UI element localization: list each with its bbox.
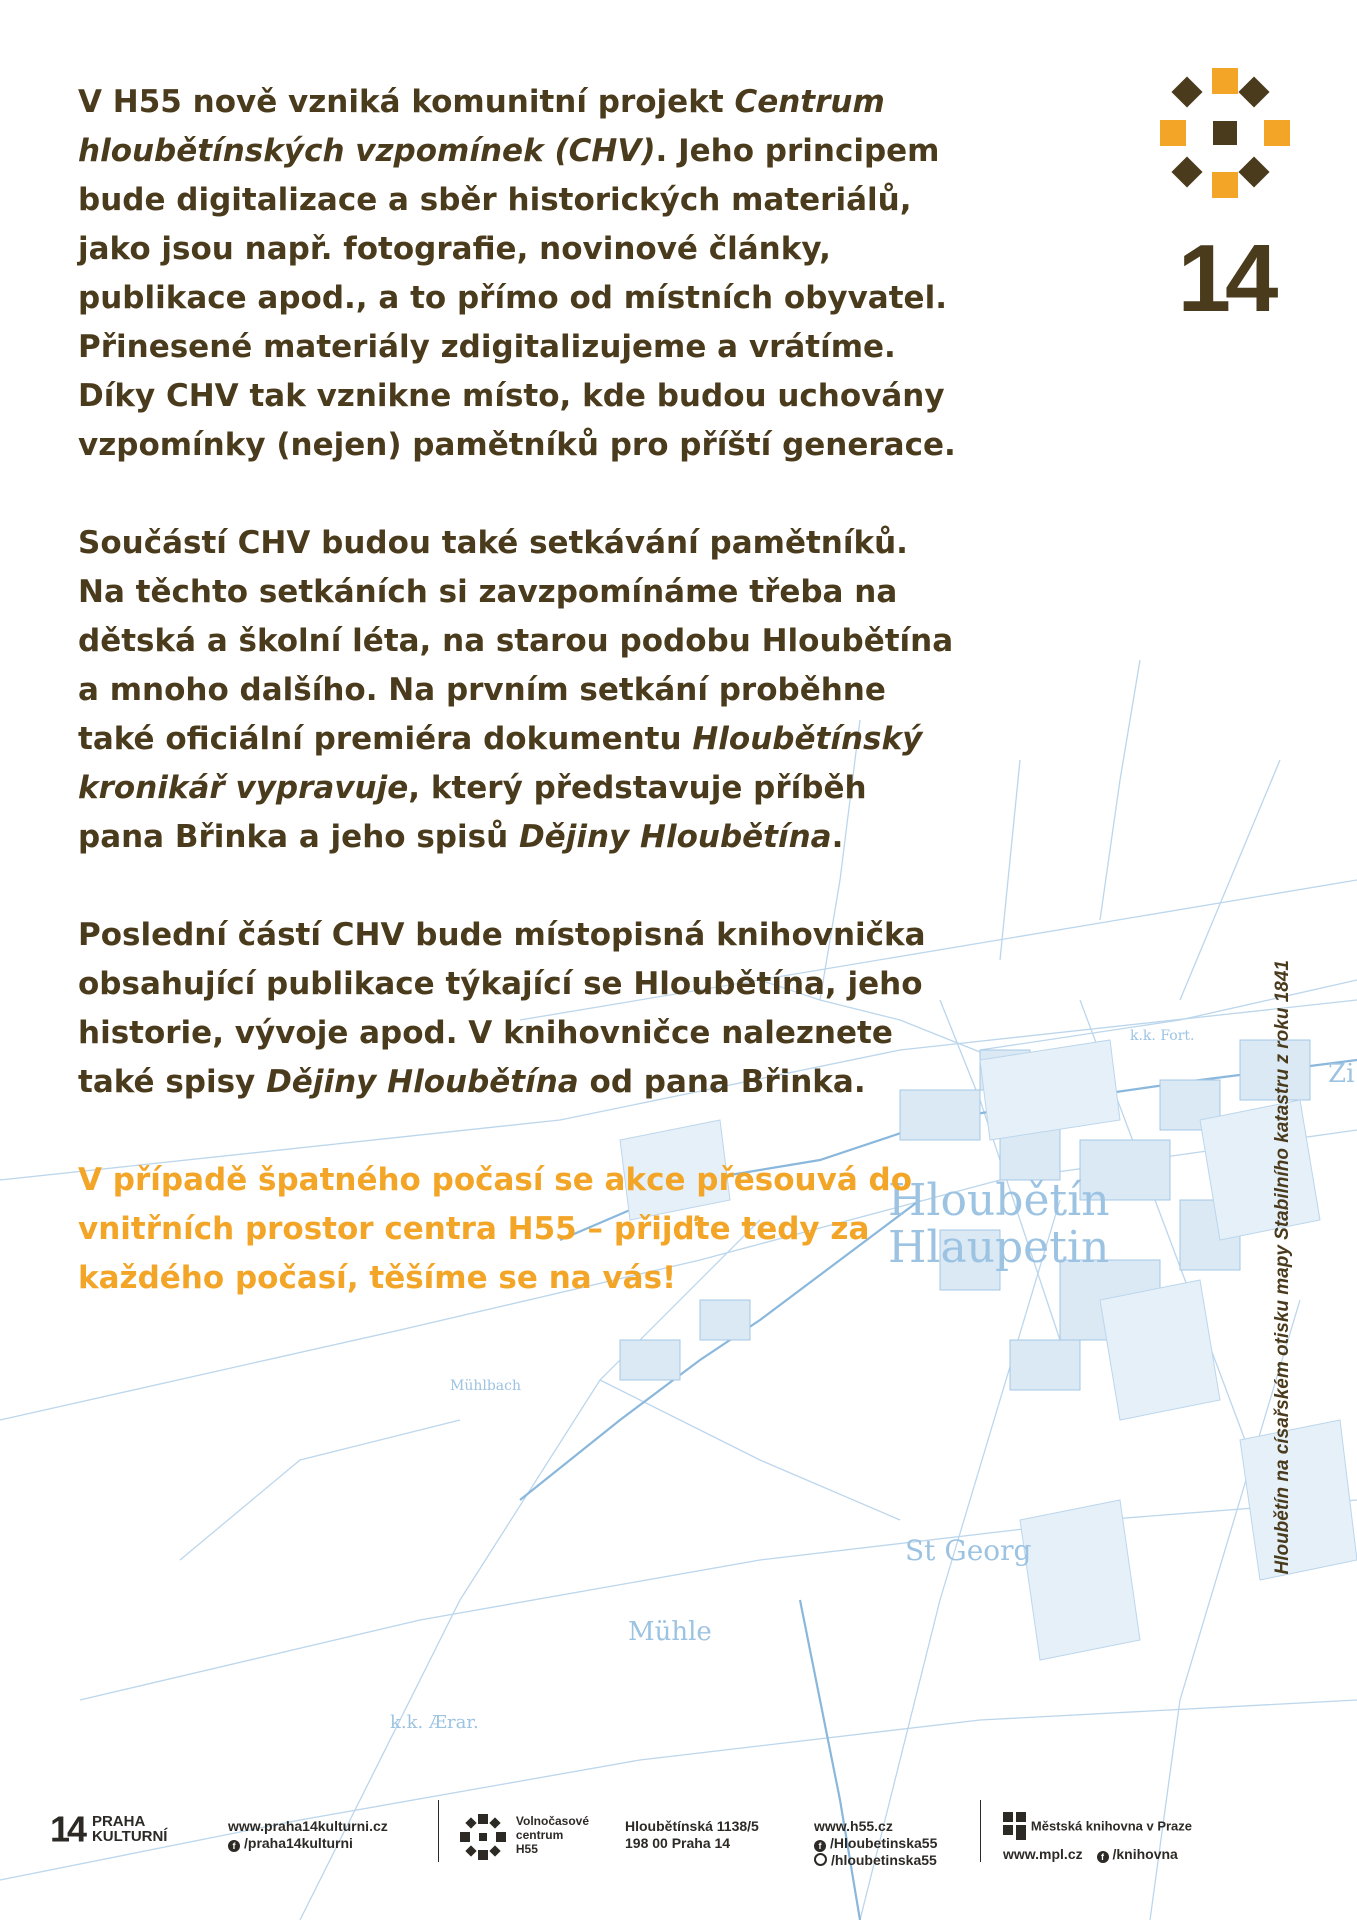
mkp-facebook-handle: /knihovna — [1112, 1846, 1178, 1862]
paragraph-1 — [78, 78, 958, 470]
h55-web-link[interactable]: www.h55.cz — [814, 1818, 893, 1834]
praha14-contacts — [228, 1818, 388, 1852]
project-name: Centrum hloubětínských vzpomínek (CHV) — [78, 84, 885, 169]
paragraph-3-text-end: od pana Břinka. — [578, 1064, 866, 1100]
book-title-2: Dějiny Hloubětína — [266, 1064, 579, 1100]
map-label-corner: Zi — [1328, 1059, 1355, 1089]
map-label-village-1: Hloubětín — [888, 1175, 1110, 1226]
logo-number: 14 — [1177, 225, 1273, 318]
footer-divider-1 — [438, 1800, 439, 1862]
facebook-icon: f — [228, 1840, 240, 1852]
facebook-icon: f — [1097, 1851, 1109, 1863]
praha14-facebook-handle: /praha14kulturni — [244, 1835, 353, 1851]
h55-instagram-handle: /hloubetinska55 — [831, 1852, 937, 1868]
h55-facebook-handle: /Hloubetinska55 — [830, 1835, 938, 1851]
praha14-logo — [1160, 68, 1290, 318]
h55-address-city: 198 00 Praha 14 — [625, 1835, 731, 1851]
mkp-web-link[interactable]: www.mpl.cz — [1003, 1846, 1083, 1862]
mkp-logo-mark — [1003, 1812, 1027, 1840]
map-label-stream: Mühlbach — [450, 1378, 522, 1394]
footer-divider-2 — [980, 1800, 981, 1862]
map-label-village-2: Hlaupetin — [888, 1222, 1110, 1273]
instagram-icon — [814, 1853, 827, 1866]
paragraph-3 — [78, 911, 958, 1107]
paragraph-2-text-end: . — [831, 819, 844, 855]
logo-mark — [1160, 68, 1290, 198]
h55-line2: centrum — [515, 1828, 564, 1842]
mkp-name: Městská knihovna v Praze — [1030, 1818, 1193, 1834]
facebook-icon: f — [814, 1840, 826, 1852]
article-body — [78, 78, 958, 1352]
paragraph-1-text-end: . Jeho principem bude digitalizace a sběr historických materiálů, jako jsou např. fotografie, novinové články, publikace apod., a to přímo od místních obyvatel. Přinesené materiály zdigitalizujeme a vrátíme. Díky CHV tak vznikne místo, kde budou uchovány vzpomínky (nejen) pamětníků pro příští generace. — [78, 133, 956, 463]
weather-notice: V případě špatného počasí se akce přesouvá do vnitřních prostor centra H55 – přijďte tedy za každého počasí, těšíme se na vás! — [78, 1162, 913, 1296]
h55-contacts — [814, 1818, 937, 1869]
praha14-line1: PRAHA — [91, 1813, 146, 1830]
h55-instagram[interactable] — [814, 1852, 937, 1869]
footer — [50, 1800, 1320, 1880]
paragraph-2-text: Součástí CHV budou také setkávání pamětníků. Na těchto setkáních si zavzpomínáme třeba na dětská a školní léta, na starou podobu Hloubětína a mnoho dalšího. Na prvním setkání proběhne také oficiální premiéra dokumentu — [78, 525, 954, 757]
paragraph-2 — [78, 519, 958, 862]
book-title: Dějiny Hloubětína — [518, 819, 832, 855]
h55-facebook[interactable] — [814, 1835, 937, 1852]
praha14-facebook[interactable] — [228, 1835, 388, 1852]
mkp-logo — [1003, 1812, 1192, 1840]
h55-address-street: Hloubětínská 1138/5 — [625, 1818, 759, 1834]
h55-line3: H55 — [515, 1842, 538, 1856]
praha14-line2: KULTURNÍ — [91, 1828, 168, 1845]
praha14-kulturni-logo — [50, 1808, 168, 1850]
h55-logo-mark — [460, 1814, 506, 1860]
paragraph-2-text-mid: , který představuje příběh pana Břinka a jeho spisů — [78, 770, 867, 855]
mkp-facebook[interactable] — [1097, 1846, 1178, 1862]
documentary-title: Hloubětínský kronikář vypravuje — [78, 721, 923, 806]
map-label-road-1: k.k. Ærar. — [390, 1712, 479, 1733]
paragraph-3-text: Poslední částí CHV bude místopisná knihovnička obsahující publikace týkající se Hloubětína, jeho historie, vývoje apod. V knihovničce naleznete také spisy — [78, 917, 926, 1100]
map-label-church: St Georg — [905, 1534, 1032, 1567]
praha14-number: 14 — [50, 1808, 85, 1850]
mkp-block — [1003, 1812, 1192, 1863]
map-label-mill: Mühle — [628, 1617, 712, 1647]
map-label-road-2: k.k. Fort. — [1130, 1028, 1195, 1044]
h55-logo — [460, 1814, 589, 1860]
map-credit: Hloubětín na císařském otisku mapy Stabilního katastru z roku 1841 — [1272, 960, 1293, 1575]
h55-line1: Volnočasové — [515, 1814, 590, 1828]
praha14-web-link[interactable]: www.praha14kulturni.cz — [228, 1818, 388, 1834]
paragraph-1-text: V H55 nově vzniká komunitní projekt — [78, 84, 735, 120]
h55-address — [625, 1818, 759, 1852]
